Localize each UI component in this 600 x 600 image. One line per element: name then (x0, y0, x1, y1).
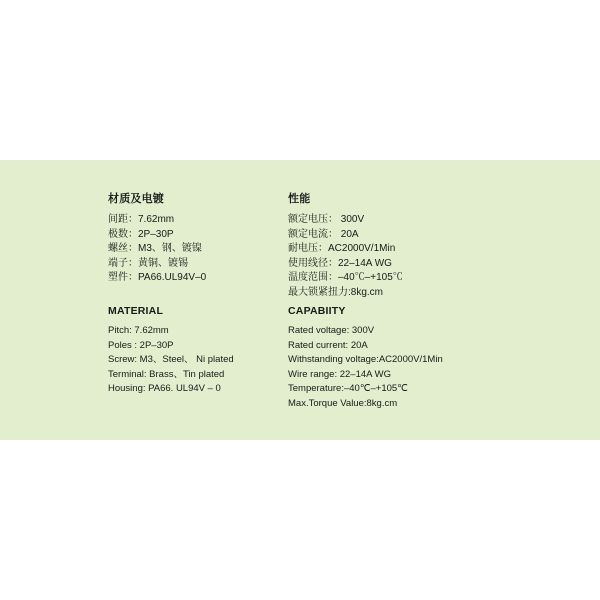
material-title-cn: 材质及电镀 (108, 193, 164, 205)
list-item: 温度范围：–40℃–+105℃ (288, 272, 403, 283)
capability-list-cn (288, 213, 403, 300)
material-list-cn (108, 213, 206, 286)
list-item: Terminal: Brass、Tin plated (108, 368, 225, 380)
list-item: 耐电压：AC2000V/1Min (288, 243, 396, 254)
list-item: Pitch: 7.62mm (108, 325, 169, 336)
list-item: Rated voltage: 300V (288, 325, 375, 336)
list-item: 塑件：PA66.UL94V–0 (108, 272, 207, 283)
list-item: 额定电流： 20A (288, 228, 359, 240)
capability-section-cn (288, 190, 403, 300)
material-section-en (108, 305, 234, 397)
material-section-cn (108, 190, 206, 286)
capability-title-en: CAPABIITY (288, 305, 346, 317)
list-item: 极数：2P–30P (108, 228, 174, 240)
capability-title-cn: 性能 (288, 193, 311, 205)
list-item: 最大锁紧扭力:8kg.cm (288, 286, 384, 298)
list-item: 端子：黄铜、镀锡 (108, 257, 188, 269)
list-item: Wire range: 22–14A WG (288, 368, 391, 380)
list-item: Housing: PA66. UL94V – 0 (108, 383, 221, 394)
material-list-en (108, 324, 234, 397)
list-item: Temperature:–40℃–+105℃ (288, 383, 408, 394)
list-item: 间距：7.62mm (108, 214, 175, 225)
capability-section-en (288, 305, 443, 411)
list-item: Poles : 2P–30P (108, 339, 174, 351)
list-item: 额定电压： 300V (288, 214, 365, 225)
list-item: Withstanding voltage:AC2000V/1Min (288, 354, 443, 365)
capability-list-en (288, 324, 443, 411)
list-item: 使用线径：22–14A WG (288, 257, 392, 269)
list-item: Max.Torque Value:8kg.cm (288, 397, 398, 409)
list-item: 螺丝：M3、钢、镀镍 (108, 243, 202, 254)
material-title-en: MATERIAL (108, 305, 164, 317)
list-item: Rated current: 20A (288, 339, 368, 351)
list-item: Screw: M3、Steel、 Ni plated (108, 354, 234, 365)
